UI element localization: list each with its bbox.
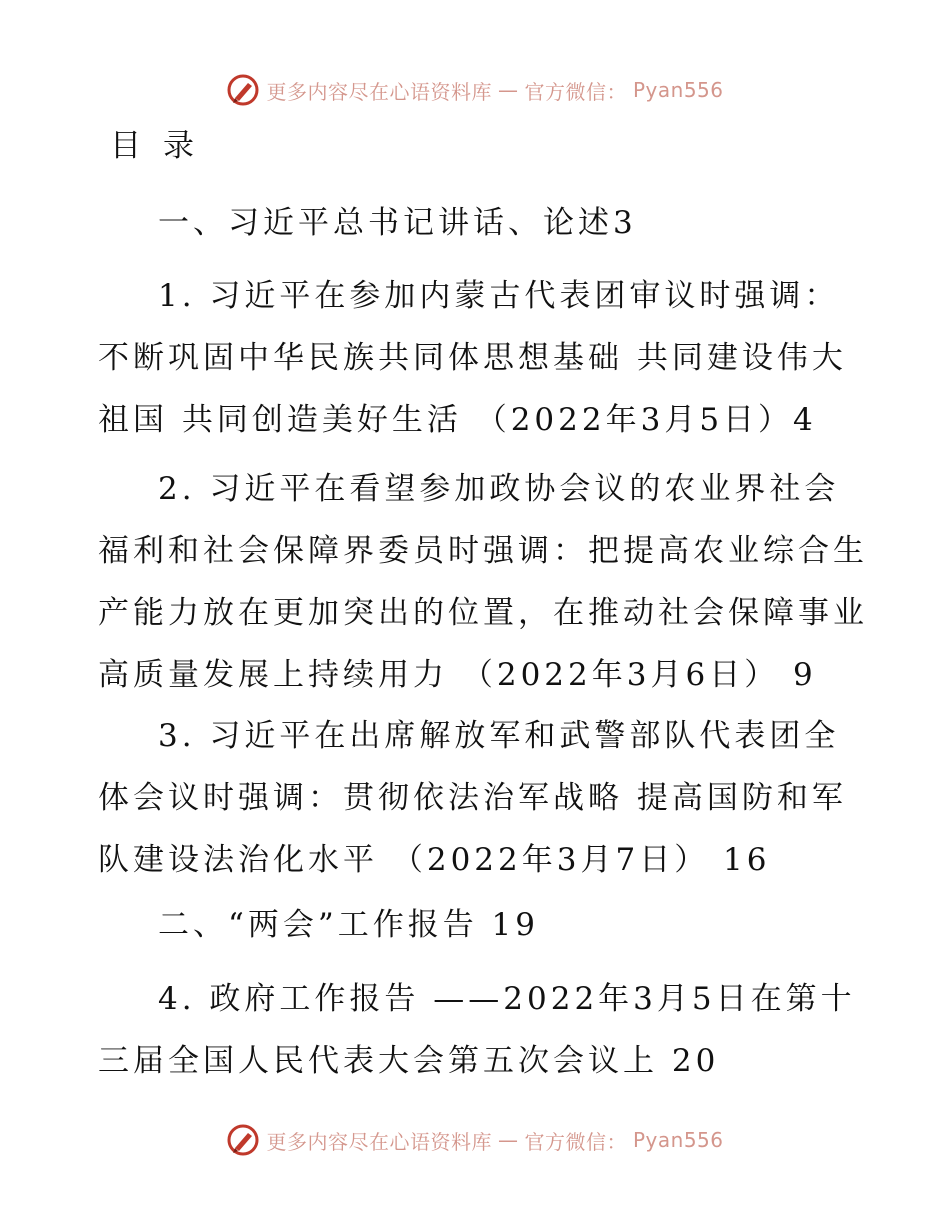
watermark-id: Pyan556 (632, 1128, 724, 1152)
pen-circle-logo-icon (226, 1123, 260, 1157)
toc-section-1[interactable]: 一、习近平总书记讲话、论述3 (158, 205, 637, 241)
watermark-text-main: 更多内容尽在心语资料库 (266, 1129, 492, 1154)
watermark-label: 官方微信： (524, 1129, 627, 1154)
toc-item-4[interactable]: 4. 政府工作报告 ——2022年3月5日在第十三届全国人民代表大会第五次会议上 20 (98, 981, 856, 1079)
toc-item-1[interactable]: 1. 习近平在参加内蒙古代表团审议时强调：不断巩固中华民族共同体思想基础 共同建设伟大祖国 共同创造美好生活 （2022年3月5日）4 (98, 278, 847, 438)
toc-item-3[interactable]: 3. 习近平在出席解放军和武警部队代表团全体会议时强调：贯彻依法治军战略 提高国防和军队建设法治化水平 （2022年3月7日） 16 (98, 718, 847, 878)
watermark-text-main: 更多内容尽在心语资料库 (266, 79, 492, 104)
pen-circle-logo-icon (226, 73, 260, 107)
watermark-footer (0, 1120, 950, 1160)
watermark-label: 官方微信： (524, 79, 627, 104)
watermark-dash: — (497, 1128, 519, 1152)
toc-title: 目录 (110, 128, 216, 164)
watermark-header (0, 70, 950, 110)
watermark-id: Pyan556 (632, 78, 724, 102)
toc-item-2[interactable]: 2. 习近平在看望参加政协会议的农业界社会福利和社会保障界委员时强调：把提高农业综合生产能力放在更加突出的位置，在推动社会保障事业高质量发展上持续用力 （2022年3月6日） 9 (98, 471, 868, 693)
watermark-dash: — (497, 78, 519, 102)
toc-section-2[interactable]: 二、“两会”工作报告 19 (158, 907, 539, 943)
